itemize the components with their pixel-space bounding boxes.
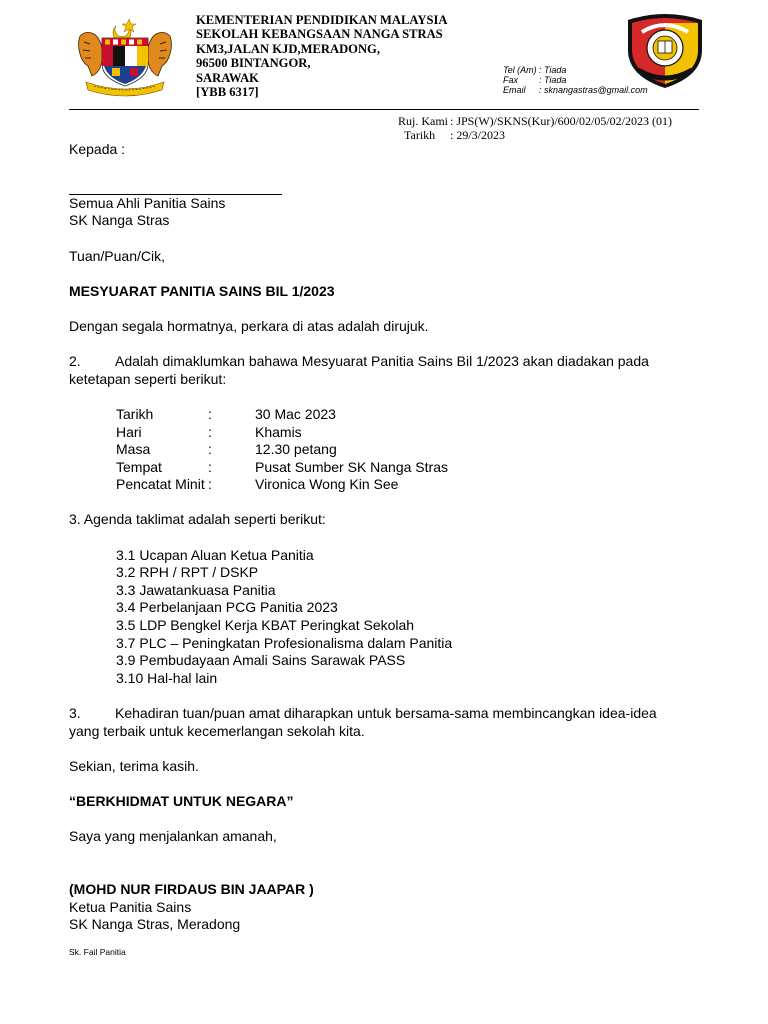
school-code: [YBB 6317] xyxy=(196,85,259,100)
address-line-2: 96500 BINTANGOR, xyxy=(196,56,311,71)
detail-key: Tarikh xyxy=(116,405,154,422)
paragraph-2-line-2: ketetapan seperti berikut: xyxy=(69,370,227,387)
signatory-organisation: SK Nanga Stras, Meradong xyxy=(69,916,241,933)
recipient-blank-line xyxy=(69,176,282,195)
agenda-item: 3.5 LDP Bengkel Kerja KBAT Peringkat Sekolah xyxy=(116,617,415,634)
agenda-item: 3.7 PLC – Peningkatan Profesionalisma dalam Panitia xyxy=(116,634,453,651)
paragraph-3 xyxy=(69,705,709,723)
intro-paragraph: Dengan segala hormatnya, perkara di atas adalah dirujuk. xyxy=(69,317,429,334)
fax-value: : Tiada xyxy=(539,75,567,85)
paragraph-3-line-2: yang terbaik untuk kecemerlangan sekolah kita. xyxy=(69,722,365,739)
header-divider xyxy=(69,109,699,110)
detail-row xyxy=(116,441,709,459)
paragraph-3-number: 3. xyxy=(69,705,81,721)
letterhead xyxy=(196,13,447,99)
closing-line: Sekian, terima kasih. xyxy=(69,757,199,774)
agenda-item: 3.9 Pembudayaan Amali Sains Sarawak PASS xyxy=(116,652,406,669)
recipient-line-2: SK Nanga Stras xyxy=(69,212,170,229)
agenda-item: 3.3 Jawatankuasa Panitia xyxy=(116,581,276,598)
detail-colon: : xyxy=(208,441,212,458)
paragraph-3-line-1: Kehadiran tuan/puan amat diharapkan untuk bersama-sama membincangkan idea-idea xyxy=(115,705,657,721)
agenda-intro: 3. Agenda taklimat adalah seperti berikut: xyxy=(69,511,326,528)
detail-row xyxy=(116,476,709,494)
school-name: SEKOLAH KEBANGSAAN NANGA STRAS xyxy=(196,27,443,42)
detail-key: Masa xyxy=(116,441,151,458)
salutation: Tuan/Puan/Cik, xyxy=(69,247,165,264)
file-copy-note: Sk. Fail Panitia xyxy=(69,947,126,957)
detail-value: Vironica Wong Kin See xyxy=(255,476,399,493)
ministry-name: KEMENTERIAN PENDIDIKAN MALAYSIA xyxy=(196,13,448,27)
recipient-line-1: Semua Ahli Panitia Sains xyxy=(69,194,226,211)
detail-key: Tempat xyxy=(116,458,162,475)
agenda-item: 3.1 Ucapan Aluan Ketua Panitia xyxy=(116,546,314,563)
letter-body xyxy=(69,141,709,934)
agenda-item: 3.10 Hal-hal lain xyxy=(116,669,218,686)
reference-value: : JPS(W)/SKNS(Kur)/600/02/05/02/2023 (01) xyxy=(450,114,672,128)
paragraph-2-number: 2. xyxy=(69,353,81,370)
reference-block xyxy=(398,114,672,142)
detail-key: Pencatat Minit xyxy=(116,476,205,493)
signatory-name: (MOHD NUR FIRDAUS BIN JAAPAR ) xyxy=(69,880,314,897)
email-value: : sknangastras@gmail.com xyxy=(539,85,648,95)
fax-label: Fax xyxy=(503,75,519,85)
paragraph-2-line-1: Adalah dimaklumkan bahawa Mesyuarat Panitia Sains Bil 1/2023 akan diadakan pada xyxy=(115,353,649,370)
detail-colon: : xyxy=(208,458,212,475)
address-line-1: KM3,JALAN KJD,MERADONG, xyxy=(196,41,380,56)
signatory-title: Ketua Panitia Sains xyxy=(69,898,192,915)
school-logo xyxy=(624,12,706,90)
to-label: Kepada : xyxy=(69,141,126,157)
detail-value: Pusat Sumber SK Nanga Stras xyxy=(255,458,448,475)
reference-label: Ruj. Kami xyxy=(398,114,448,128)
address-line-3: SARAWAK xyxy=(196,70,259,85)
agenda-item: 3.4 Perbelanjaan PCG Panitia 2023 xyxy=(116,599,338,616)
detail-colon: : xyxy=(208,476,212,493)
detail-row xyxy=(116,424,709,442)
letter-subject: MESYUARAT PANITIA SAINS BIL 1/2023 xyxy=(69,282,335,299)
agenda-list xyxy=(116,547,709,688)
agenda-item: 3.2 RPH / RPT / DSKP xyxy=(116,564,259,581)
detail-value: 12.30 petang xyxy=(255,441,337,458)
detail-row xyxy=(116,459,709,477)
detail-colon: : xyxy=(208,423,212,440)
date-label: Tarikh xyxy=(404,128,436,142)
detail-row xyxy=(116,406,709,424)
detail-colon: : xyxy=(208,405,212,422)
meeting-details xyxy=(116,406,709,494)
tel-label: Tel (Am) xyxy=(503,65,537,75)
paragraph-2 xyxy=(69,353,709,371)
email-label: Email xyxy=(503,85,526,95)
motto: “BERKHIDMAT UNTUK NEGARA” xyxy=(69,792,294,809)
tel-value: : Tiada xyxy=(539,65,567,75)
detail-key: Hari xyxy=(116,423,142,440)
trust-line: Saya yang menjalankan amanah, xyxy=(69,828,277,845)
detail-value: 30 Mac 2023 xyxy=(255,405,336,422)
coat-of-arms-logo xyxy=(72,16,178,98)
detail-value: Khamis xyxy=(255,423,302,440)
date-value: : 29/3/2023 xyxy=(450,128,506,142)
